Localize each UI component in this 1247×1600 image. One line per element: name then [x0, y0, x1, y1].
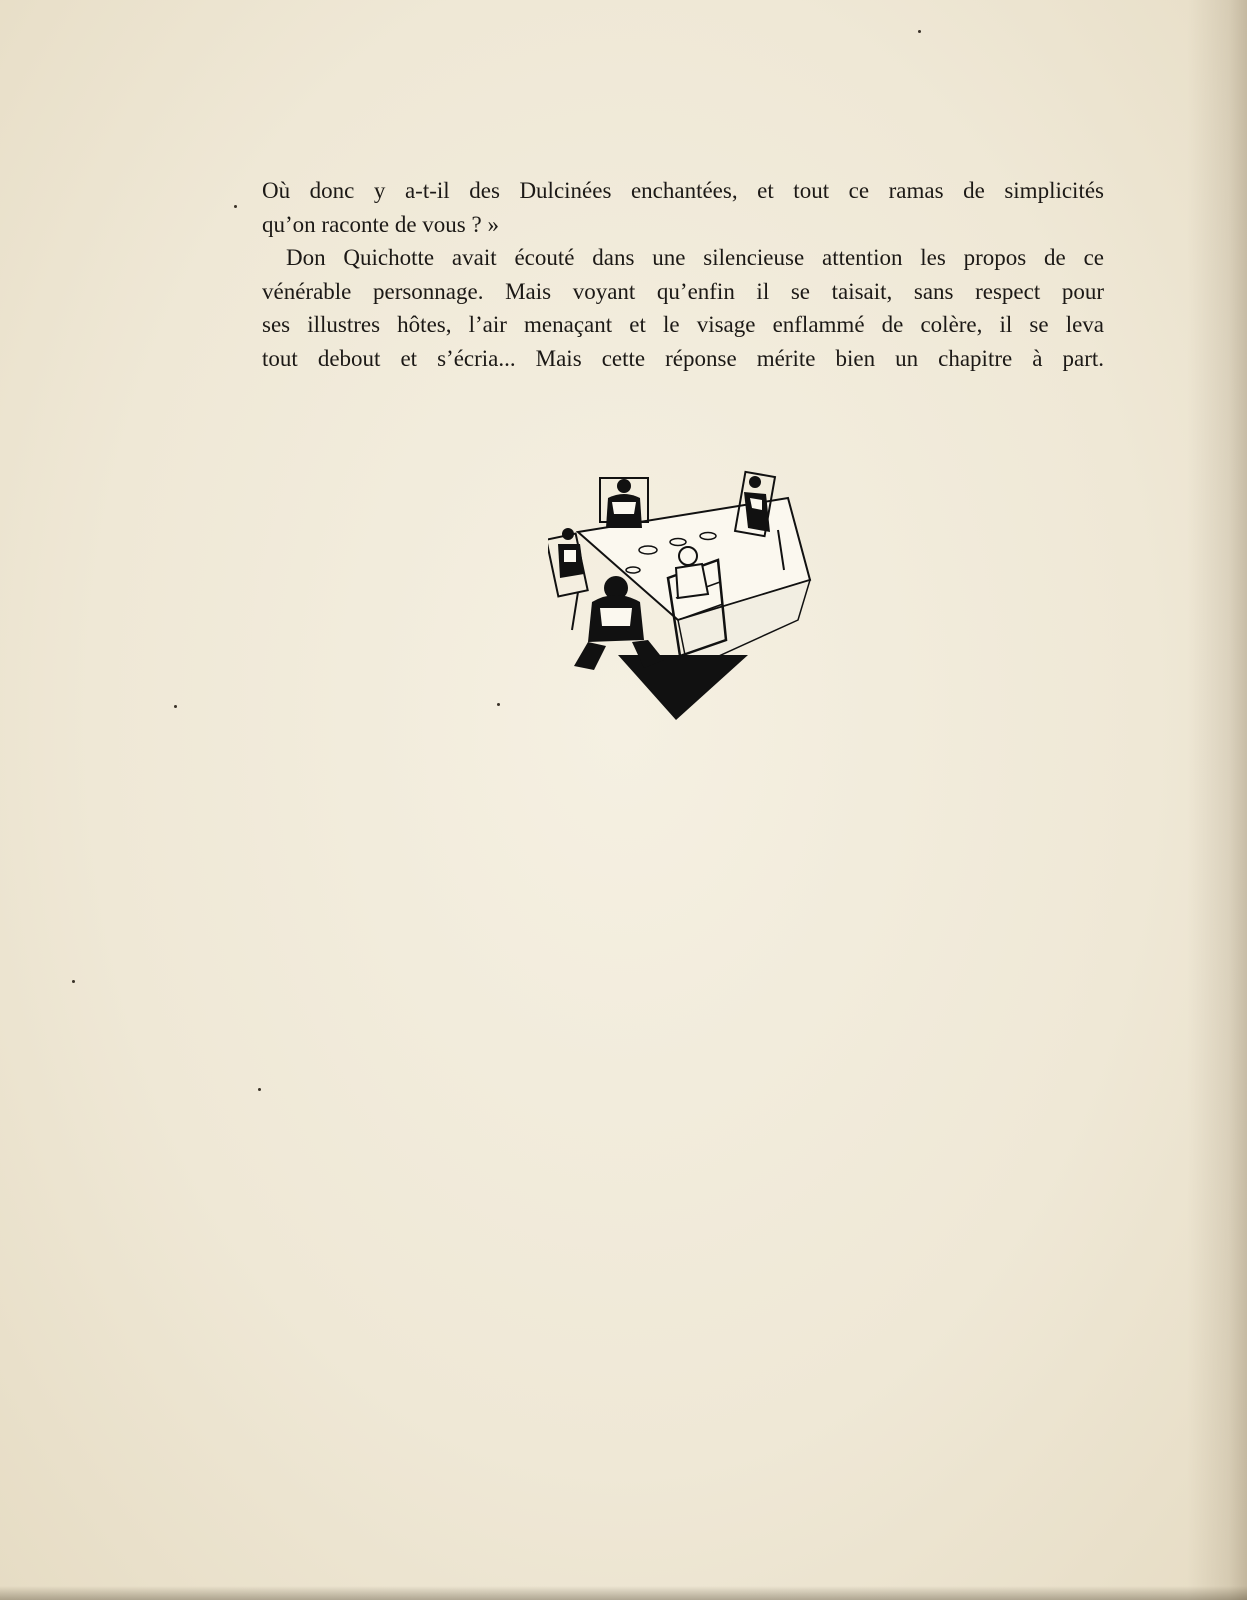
body-text [262, 174, 1104, 375]
paper-speck [918, 30, 921, 33]
paper-speck [174, 705, 177, 708]
paragraph-1 [262, 174, 1104, 241]
banquet-scene-illustration [548, 470, 828, 720]
paper-speck [234, 205, 237, 208]
page-edge-shadow [1187, 0, 1247, 1600]
text-line: tout debout et s’écria... Mais cette réponse mérite bien un chapitre à part. [262, 345, 1104, 371]
text-line: Où donc y a-t-il des Dulcinées enchantées, et tout ce ramas de simplicités [262, 178, 1104, 203]
paper-speck [72, 980, 75, 983]
text-line: qu’on raconte de vous ? » [262, 211, 499, 237]
paper-speck [258, 1088, 261, 1091]
page-bottom-edge [0, 1586, 1247, 1600]
text-line: Don Quichotte avait écouté dans une silencieuse attention les propos de ce [286, 245, 1104, 270]
text-line: ses illustres hôtes, l’air menaçant et le visage enflammé de colère, il se leva [262, 312, 1104, 337]
text-line: vénérable personnage. Mais voyant qu’enfin il se taisait, sans respect pour [262, 278, 1104, 304]
paper-speck [497, 703, 500, 706]
paragraph-2 [262, 241, 1104, 375]
